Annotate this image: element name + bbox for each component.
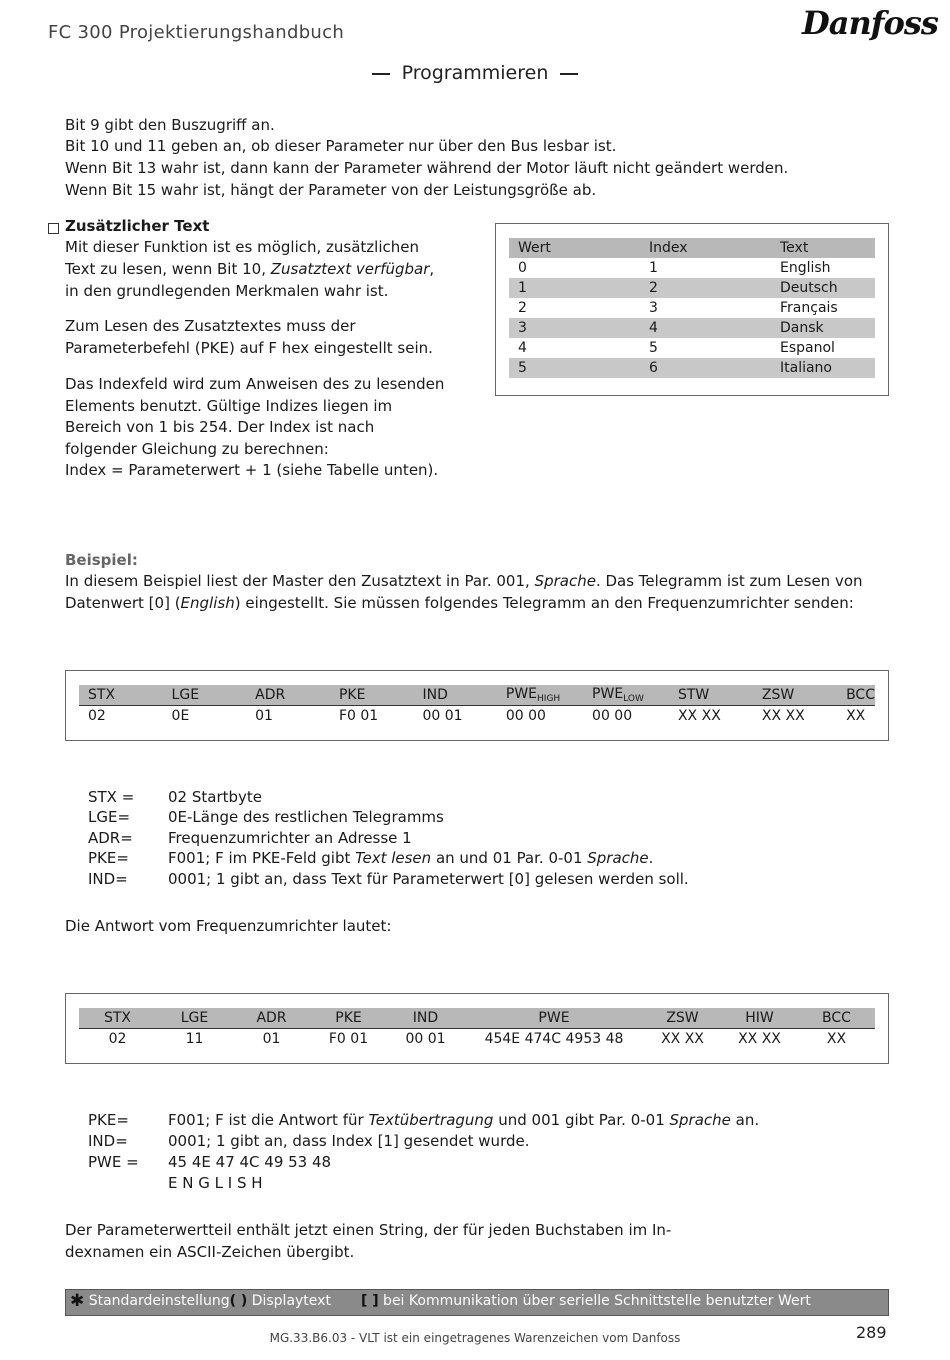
column-header: BCC (798, 1008, 875, 1029)
table-cell: 2 (518, 300, 527, 316)
column-header: STX (79, 685, 163, 706)
table-cell: 4 (640, 318, 771, 338)
table-cell: 454E 474C 4953 48 (484, 1031, 624, 1047)
definition-value: 0E-Länge des restlichen Telegramms (168, 808, 444, 826)
table-cell: 5 (509, 358, 640, 378)
table-cell: XX XX (738, 1031, 781, 1047)
table-row (509, 358, 875, 378)
table-cell: Italiano (771, 358, 875, 378)
response-telegram-frame (65, 993, 889, 1064)
table-row (509, 258, 875, 278)
legend-display: Displaytext (247, 1293, 331, 1309)
table-cell: XX XX (677, 708, 721, 724)
zusatz-text: Text zu lesen, wenn Bit 10, Zusatztext verfügbar, (65, 260, 435, 278)
zusatz-text: Mit dieser Funktion ist es möglich, zusätzlichen (65, 238, 420, 256)
table-cell: 00 00 (592, 708, 633, 724)
table-cell: 02 (88, 708, 106, 724)
section-heading (0, 62, 950, 84)
table-cell: 00 01 (422, 708, 463, 724)
table-cell: 0E (171, 708, 190, 724)
definition-key: PKE= (88, 849, 129, 867)
legend-bar (65, 1289, 889, 1316)
legend-default: Standardeinstellung (84, 1293, 230, 1309)
definition-key: LGE= (88, 808, 131, 826)
paren-icon: ( ) (229, 1293, 248, 1309)
table-cell: Français (780, 300, 838, 316)
table-row (79, 706, 875, 727)
checkbox-bullet (48, 223, 59, 234)
zusatz-text: in den grundlegenden Merkmalen wahr ist. (65, 282, 389, 300)
footer-note: MG.33.B6.03 - VLT ist ein eingetragenes Warenzeichen vom Danfoss (269, 1331, 681, 1345)
legend-serial: bei Kommunikation über serielle Schnittstelle benutzter Wert (378, 1293, 811, 1309)
column-header: ADR (233, 1008, 310, 1029)
request-telegram-frame (65, 670, 889, 741)
table-cell: 2 (640, 278, 771, 298)
column-header: Wert (509, 238, 640, 258)
table-cell: 4 (518, 340, 527, 356)
column-header: LGE (163, 685, 247, 706)
table-cell: 3 (509, 318, 640, 338)
table-cell: 00 00 (505, 708, 546, 724)
danfoss-logo: Danfoss (802, 4, 938, 42)
zusatz-text: Parameterbefehl (PKE) auf F hex eingestellt sein. (65, 339, 433, 357)
table-cell: 6 (640, 358, 771, 378)
zusatz-text: Index = Parameterwert + 1 (siehe Tabelle unten). (65, 461, 439, 479)
definition-value: F001; F im PKE-Feld gibt Text lesen an und 01 Par. 0-01 Sprache. (168, 849, 654, 867)
table-header-row (79, 685, 875, 706)
table-cell: 01 (255, 708, 273, 724)
table-cell: 3 (649, 300, 658, 316)
response-telegram-table (79, 1008, 875, 1049)
definition-key: PWE = (88, 1153, 139, 1171)
definition-key: ADR= (88, 829, 133, 847)
column-header: IND (413, 685, 496, 706)
table-cell: 0 (518, 260, 527, 276)
table-cell: English (780, 260, 831, 276)
request-telegram-table (79, 685, 875, 726)
table-cell: XX XX (761, 708, 805, 724)
table-cell: XX (846, 708, 866, 724)
table-cell: 1 (649, 260, 658, 276)
table-cell: XX (826, 1031, 847, 1047)
definition-value: Frequenzumrichter an Adresse 1 (168, 829, 412, 847)
table-header-row (79, 1008, 875, 1029)
heading-dash-left (372, 73, 390, 75)
closing-text: dexnamen ein ASCII-Zeichen übergibt. (65, 1243, 355, 1261)
table-row (79, 1029, 875, 1050)
zusatz-text: Das Indexfeld wird zum Anweisen des zu lesenden (65, 375, 445, 393)
zusatz-text: Bereich von 1 bis 254. Der Index ist nach (65, 418, 375, 436)
table-cell: 02 (108, 1031, 127, 1047)
table-cell: Espanol (780, 340, 835, 356)
intro-line: Bit 10 und 11 geben an, ob dieser Parameter nur über den Bus lesbar ist. (65, 137, 617, 155)
column-header: Index (640, 238, 771, 258)
closing-text: Der Parameterwertteil enthält jetzt einen String, der für jeden Buchstaben im In- (65, 1221, 672, 1239)
column-header: ZSW (644, 1008, 721, 1029)
intro-line: Bit 9 gibt den Buszugriff an. (65, 116, 275, 134)
column-header: $PWE_{HIGH}$ (497, 685, 583, 706)
column-header: ADR (246, 685, 330, 706)
asterisk-icon: ✱ (70, 1291, 85, 1311)
column-header: IND (387, 1008, 464, 1029)
table-cell: 01 (262, 1031, 281, 1047)
emphasis-zusatztext: Zusatztext verfügbar (270, 260, 430, 278)
definition-value: 45 4E 47 4C 49 53 48 (168, 1153, 332, 1171)
definition-value: 02 Startbyte (168, 788, 263, 806)
table-cell: F0 01 (338, 708, 379, 724)
column-header: PKE (330, 685, 414, 706)
column-header: LGE (156, 1008, 233, 1029)
column-header: ZSW (753, 685, 837, 706)
table-cell: Deutsch (771, 278, 875, 298)
table-cell: 1 (509, 278, 640, 298)
table-header-row (509, 238, 875, 258)
column-header: PKE (310, 1008, 387, 1029)
table-cell: XX XX (661, 1031, 704, 1047)
intro-line: Wenn Bit 15 wahr ist, hängt der Parameter von der Leistungsgröße ab. (65, 181, 597, 199)
intro-line: Wenn Bit 13 wahr ist, dann kann der Parameter während der Motor läuft nicht geändert werden. (65, 159, 789, 177)
bracket-icon: [ ] (360, 1293, 379, 1309)
definition-value: E N G L I S H (168, 1174, 263, 1192)
column-header: HIW (721, 1008, 798, 1029)
column-header: Text (771, 238, 875, 258)
example-text: Datenwert [0] (English) eingestellt. Sie müssen folgendes Telegramm an den Frequenzumrichter senden: (65, 594, 854, 612)
table-row (509, 278, 875, 298)
definition-value: 0001; 1 gibt an, dass Text für Parameterwert [0] gelesen werden soll. (168, 870, 689, 888)
document-title: FC 300 Projektierungshandbuch (48, 22, 345, 43)
table-cell: Dansk (771, 318, 875, 338)
table-row (509, 318, 875, 338)
column-header: STX (79, 1008, 156, 1029)
column-header: PWE (464, 1008, 644, 1029)
table-row (509, 298, 875, 318)
column-header: STW (669, 685, 753, 706)
definition-key: PKE= (88, 1111, 129, 1129)
table-cell: F0 01 (328, 1031, 369, 1047)
example-text: In diesem Beispiel liest der Master den Zusatztext in Par. 001, Sprache. Das Telegramm ist zum Lesen von (65, 572, 863, 590)
section-title: Programmieren (401, 62, 549, 84)
table-cell: 00 01 (405, 1031, 446, 1047)
table-cell: 11 (185, 1031, 204, 1047)
zusatz-text: Elements benutzt. Gültige Indizes liegen im (65, 397, 393, 415)
column-header: $PWE_{LOW}$ (583, 685, 669, 706)
heading-dash-right (560, 73, 578, 75)
zusatz-text: Zum Lesen des Zusatztextes muss der (65, 317, 356, 335)
zusatz-heading: Zusätzlicher Text (65, 217, 210, 235)
example-label: Beispiel: (65, 551, 138, 569)
response-label: Die Antwort vom Frequenzumrichter lautet: (65, 917, 392, 935)
definition-value: F001; F ist die Antwort für Textübertragung und 001 gibt Par. 0-01 Sprache an. (168, 1111, 760, 1129)
table-cell: 5 (649, 340, 658, 356)
definition-key: STX = (88, 788, 135, 806)
definition-key: IND= (88, 1132, 128, 1150)
definition-value: 0001; 1 gibt an, dass Index [1] gesendet wurde. (168, 1132, 530, 1150)
column-header: BCC (837, 685, 875, 706)
zusatz-text: folgender Gleichung zu berechnen: (65, 440, 329, 458)
page-number: 289 (856, 1323, 887, 1342)
definition-key: IND= (88, 870, 128, 888)
language-table (509, 238, 875, 378)
table-row (509, 338, 875, 358)
language-table-frame (495, 223, 889, 396)
